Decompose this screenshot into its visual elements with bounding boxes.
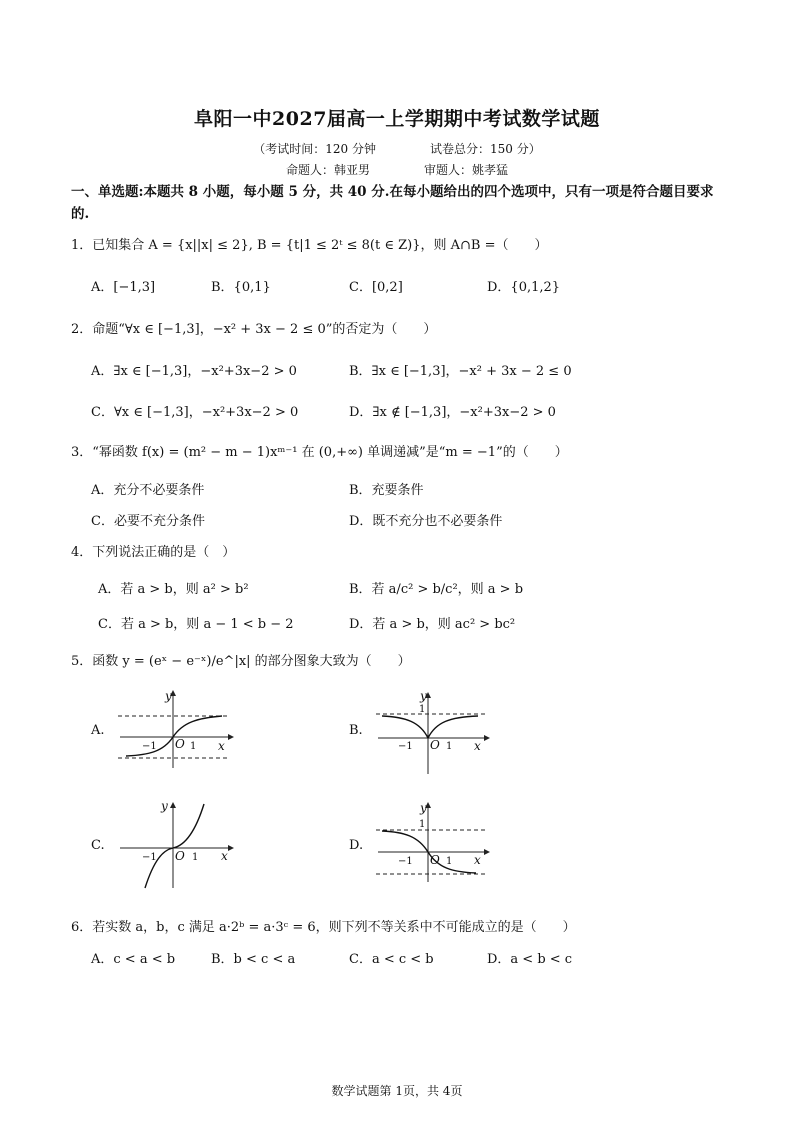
x-axis-label: x (474, 739, 481, 753)
graph-option-c (118, 800, 238, 890)
question-2-option-d: D．∃x ∉ [−1,3]，−x²+3x−2 > 0 (349, 405, 556, 420)
question-5-stem-text: 5．函数 y = (eˣ − e⁻ˣ)/e^|x| 的部分图象大致为（ ） (71, 654, 411, 669)
exam-meta-authors (0, 161, 794, 178)
question-1-option-a: A．[−1,3] (91, 280, 156, 295)
question-3-option-d: D．既不充分也不必要条件 (349, 514, 503, 529)
question-2-option-c: C．∀x ∈ [−1,3]，−x²+3x−2 > 0 (91, 405, 299, 420)
question-3-option-c: C．必要不充分条件 (91, 514, 205, 529)
question-4-option-c: C．若 a > b，则 a − 1 < b − 2 (98, 617, 294, 632)
y-axis-arrow (170, 802, 176, 808)
x-axis-arrow (228, 734, 234, 740)
graph-curve (145, 804, 204, 888)
question-1-stem: 1．已知集合 A = {x||x| ≤ 2}, B = {t|1 ≤ 2ᵗ ≤ 8(t ∈ Z)}，则 A∩B =（ ） (71, 238, 548, 253)
question-4-stem: 4．下列说法正确的是（ ） (71, 545, 236, 560)
origin-label: O (430, 853, 440, 867)
question-6-option-b: B．b < c < a (211, 952, 296, 967)
x-axis-label: x (218, 739, 225, 753)
origin-label: O (430, 738, 440, 752)
tick-label-neg-one: −1 (142, 741, 157, 752)
section-heading: 一、单选题:本题共 8 小题，每小题 5 分，共 40 分.在每小题给出的四个选项中，只有一项是符合题目要求的. (71, 184, 714, 222)
exam-time: （考试时间：120 分钟 (253, 142, 376, 156)
question-5-option-a-label: A. (91, 723, 105, 738)
graph-option-d (376, 800, 496, 882)
question-4-option-a: A．若 a > b，则 a² > b² (98, 582, 249, 597)
y-axis-label: y (161, 799, 168, 813)
tick-label-one-y: 1 (419, 704, 426, 715)
graph-curve (382, 716, 478, 738)
graph-option-a (118, 688, 238, 770)
exam-meta-time-score (0, 140, 794, 157)
exam-score: 试卷总分：150 分） (430, 142, 541, 156)
tick-label-neg-one: −1 (142, 852, 157, 863)
x-axis-arrow (484, 735, 490, 741)
y-axis-label: y (420, 801, 427, 815)
x-axis-label: x (221, 849, 228, 863)
tick-label-neg-one: −1 (398, 856, 413, 867)
graph-curve (126, 716, 222, 756)
exam-author: 命题人：韩亚男 (285, 163, 370, 177)
question-5-option-d-label: D. (349, 838, 364, 853)
tick-label-one-y: 1 (419, 819, 426, 830)
origin-label: O (175, 849, 185, 863)
tick-label-one: 1 (192, 852, 199, 863)
x-axis-arrow (228, 845, 234, 851)
question-1-option-c: C．[0,2] (349, 280, 403, 295)
exam-reviewer: 审题人：姚孝猛 (424, 163, 509, 177)
question-3-option-a: A．充分不必要条件 (91, 483, 205, 498)
question-6-option-d: D．a < b < c (487, 952, 573, 967)
tick-label-one: 1 (446, 856, 453, 867)
question-6-option-c: C．a < c < b (349, 952, 434, 967)
x-axis-label: x (474, 853, 481, 867)
question-2-option-a: A．∃x ∈ [−1,3]，−x²+3x−2 > 0 (91, 364, 297, 379)
question-2-stem: 2．命题“∀x ∈ [−1,3]，−x² + 3x − 2 ≤ 0”的否定为（ ） (71, 322, 437, 337)
tick-label-one: 1 (190, 741, 197, 752)
y-axis-label: y (165, 689, 172, 703)
question-2-option-b: B．∃x ∈ [−1,3]，−x² + 3x − 2 ≤ 0 (349, 364, 572, 379)
page-footer: 数学试题第 1页，共 4页 (331, 1084, 463, 1098)
question-5-option-c-label: C. (91, 838, 105, 853)
graph-option-b (376, 690, 496, 776)
question-4-option-d: D．若 a > b，则 ac² > bc² (349, 617, 516, 632)
question-4-option-b: B．若 a/c² > b/c²，则 a > b (349, 582, 524, 597)
question-1-option-b: B．{0,1} (211, 280, 271, 295)
origin-label: O (175, 737, 185, 751)
question-6-stem: 6．若实数 a，b，c 满足 a·2ᵇ = a·3ᶜ = 6，则下列不等关系中不可能成立的是（ ） (71, 920, 576, 935)
question-6-option-a: A．c < a < b (91, 952, 176, 967)
x-axis-arrow (484, 849, 490, 855)
question-3-option-b: B．充要条件 (349, 483, 424, 498)
question-5-option-b-label: B. (349, 723, 363, 738)
exam-title: 阜阳一中2027届高一上学期期中考试数学试题 (194, 108, 600, 130)
question-1-option-d: D．{0,1,2} (487, 280, 561, 295)
tick-label-neg-one: −1 (398, 741, 413, 752)
y-axis-label: y (420, 689, 427, 703)
tick-label-one: 1 (446, 741, 453, 752)
question-3-stem: 3．“幂函数 f(x) = (m² − m − 1)xᵐ⁻¹ 在 (0,+∞) 单调递减”是“m = −1”的（ ） (71, 445, 568, 460)
